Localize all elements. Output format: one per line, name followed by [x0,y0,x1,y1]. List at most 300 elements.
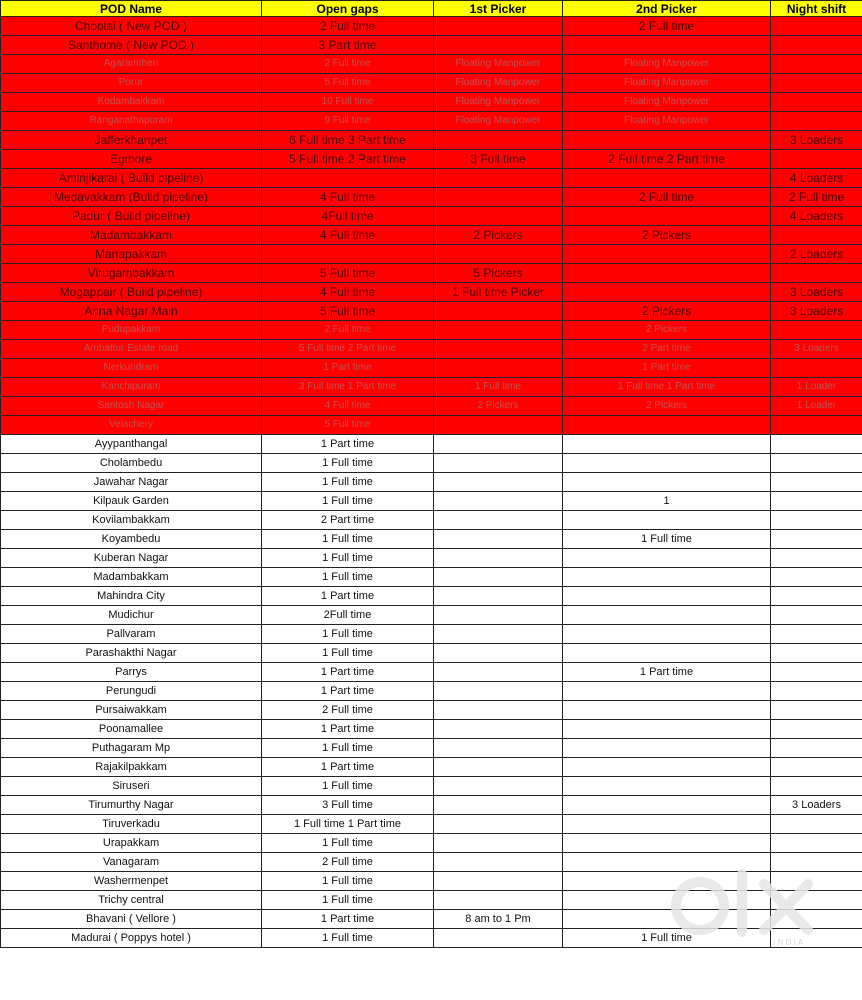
cell-second-picker [563,701,771,720]
cell-first-picker [434,359,563,378]
cell-open-gaps: 5 Full time [262,416,434,435]
cell-second-picker: Floating Manpower [563,55,771,74]
cell-first-picker [434,530,563,549]
cell-pod-name: Urapakkam [1,834,262,853]
cell-pod-name: Agaramthen [1,55,262,74]
cell-first-picker [434,644,563,663]
cell-pod-name: Ranganathapuram [1,112,262,131]
cell-first-picker [434,36,563,55]
cell-night-shift [771,264,862,283]
cell-pod-name: Padur ( Build pipeline) [1,207,262,226]
table-row [1,777,862,796]
cell-second-picker [563,416,771,435]
cell-second-picker: 1 Full time [563,929,771,948]
cell-night-shift [771,587,862,606]
cell-open-gaps: 2 Full time [262,17,434,36]
cell-pod-name: Madambakkam [1,568,262,587]
cell-open-gaps [262,169,434,188]
table-row [1,815,862,834]
cell-open-gaps: 1 Part time [262,663,434,682]
cell-open-gaps: 2 Full time [262,701,434,720]
cell-open-gaps: 9 Full time [262,112,434,131]
cell-night-shift [771,682,862,701]
cell-second-picker [563,796,771,815]
cell-open-gaps: 1 Full time [262,473,434,492]
cell-second-picker [563,283,771,302]
table-row [1,245,862,264]
cell-night-shift: 4 Loaders [771,207,862,226]
table-row [1,264,862,283]
cell-pod-name: Egmore [1,150,262,169]
cell-night-shift [771,872,862,891]
cell-open-gaps: 1 Part time [262,758,434,777]
cell-open-gaps: 2 Full time [262,321,434,340]
cell-open-gaps: 2 Full time [262,853,434,872]
header-row [1,1,862,17]
cell-pod-name: Vanagaram [1,853,262,872]
cell-open-gaps: 1 Part time [262,359,434,378]
cell-pod-name: Santosh Nagar [1,397,262,416]
cell-pod-name: Rajakilpakkam [1,758,262,777]
table-row [1,226,862,245]
cell-second-picker: Floating Manpower [563,112,771,131]
cell-pod-name: Manapakkam [1,245,262,264]
cell-night-shift [771,435,862,454]
cell-first-picker [434,454,563,473]
cell-first-picker [434,796,563,815]
table-row [1,435,862,454]
cell-night-shift: 3 Loaders [771,283,862,302]
table-row [1,340,862,359]
cell-first-picker [434,188,563,207]
table-row [1,36,862,55]
cell-second-picker [563,549,771,568]
cell-night-shift [771,93,862,112]
cell-pod-name: Pallvaram [1,625,262,644]
cell-first-picker [434,606,563,625]
table-row [1,701,862,720]
cell-night-shift: 1 Loader [771,378,862,397]
cell-open-gaps: 10 Full time [262,93,434,112]
cell-first-picker: 1 Full time [434,378,563,397]
cell-open-gaps: 1 Full time [262,834,434,853]
cell-pod-name: Bhavani ( Vellore ) [1,910,262,929]
cell-open-gaps: 1 Full time [262,454,434,473]
cell-first-picker [434,891,563,910]
cell-open-gaps: 6 Full time 3 Part time [262,131,434,150]
cell-night-shift [771,454,862,473]
cell-first-picker [434,853,563,872]
cell-pod-name: Puthagaram Mp [1,739,262,758]
cell-second-picker: 2 Pickers [563,397,771,416]
cell-second-picker: 1 Part time [563,359,771,378]
cell-open-gaps: 4 Full time [262,188,434,207]
cell-second-picker [563,815,771,834]
cell-second-picker: Floating Manpower [563,74,771,93]
table-row [1,321,862,340]
cell-open-gaps: 1 Full time [262,739,434,758]
cell-first-picker [434,207,563,226]
cell-pod-name: Koyambedu [1,530,262,549]
cell-second-picker [563,720,771,739]
cell-open-gaps: 1 Part time [262,910,434,929]
table-row [1,929,862,948]
cell-first-picker [434,815,563,834]
cell-first-picker: 2 Pickers [434,226,563,245]
cell-night-shift [771,112,862,131]
cell-second-picker [563,587,771,606]
cell-second-picker [563,169,771,188]
cell-night-shift: 3 Loaders [771,340,862,359]
cell-open-gaps: 1 Full time [262,777,434,796]
cell-pod-name: Mahindra City [1,587,262,606]
table-row [1,720,862,739]
cell-open-gaps: 1 Full time [262,929,434,948]
cell-pod-name: Anna Nagar Main [1,302,262,321]
cell-second-picker [563,872,771,891]
cell-night-shift [771,549,862,568]
cell-first-picker [434,131,563,150]
table-row [1,112,862,131]
cell-night-shift [771,891,862,910]
cell-pod-name: Pudupakkam [1,321,262,340]
table-row [1,283,862,302]
cell-pod-name: Tiruverkadu [1,815,262,834]
table-row [1,682,862,701]
cell-night-shift [771,777,862,796]
cell-night-shift [771,321,862,340]
table-row [1,359,862,378]
table-row [1,872,862,891]
cell-open-gaps: 1 Full time [262,492,434,511]
cell-night-shift [771,815,862,834]
cell-open-gaps: 1 Full time 1 Part time [262,815,434,834]
cell-first-picker [434,245,563,264]
cell-open-gaps: 1 Full time [262,568,434,587]
table-row [1,416,862,435]
cell-second-picker [563,435,771,454]
cell-night-shift [771,530,862,549]
cell-pod-name: Jawahar Nagar [1,473,262,492]
cell-open-gaps: 1 Full time [262,872,434,891]
cell-pod-name: Jafferkhanpet [1,131,262,150]
cell-second-picker [563,910,771,929]
cell-open-gaps: 5 Full time 2 Part time [262,150,434,169]
table-row [1,834,862,853]
cell-pod-name: Virugambakkam [1,264,262,283]
cell-first-picker: Floating Manpower [434,93,563,112]
cell-pod-name: Medavakkam (Build pipeline) [1,188,262,207]
cell-pod-name: Parashakthi Nagar [1,644,262,663]
cell-first-picker [434,663,563,682]
cell-open-gaps [262,245,434,264]
cell-pod-name: Siruseri [1,777,262,796]
cell-first-picker [434,568,563,587]
cell-night-shift [771,492,862,511]
cell-pod-name: Aminjikarai ( Build pipeline) [1,169,262,188]
cell-night-shift [771,359,862,378]
header-2nd-picker: 2nd Picker [563,1,771,17]
cell-pod-name: Madambakkam [1,226,262,245]
cell-second-picker: 2 Full time [563,188,771,207]
cell-first-picker [434,929,563,948]
cell-pod-name: Santhome ( New POD ) [1,36,262,55]
cell-pod-name: Porur [1,74,262,93]
cell-first-picker [434,720,563,739]
cell-second-picker [563,853,771,872]
cell-first-picker [434,302,563,321]
cell-open-gaps: 1 Full time [262,549,434,568]
cell-night-shift [771,150,862,169]
header-1st-picker: 1st Picker [434,1,563,17]
cell-pod-name: Velachery [1,416,262,435]
cell-night-shift [771,36,862,55]
cell-second-picker: Floating Manpower [563,93,771,112]
table-row [1,150,862,169]
cell-open-gaps: 5 Full time 2 Part time [262,340,434,359]
cell-second-picker [563,758,771,777]
cell-pod-name: Kuberan Nagar [1,549,262,568]
cell-pod-name: Perungudi [1,682,262,701]
cell-first-picker: Floating Manpower [434,74,563,93]
cell-pod-name: Madurai ( Poppys hotel ) [1,929,262,948]
table-row [1,758,862,777]
cell-second-picker: 1 [563,492,771,511]
cell-first-picker: 3 Full time [434,150,563,169]
cell-first-picker: 1 Full time Picker [434,283,563,302]
table-body [1,17,862,948]
cell-pod-name: Kilpauk Garden [1,492,262,511]
cell-first-picker [434,739,563,758]
cell-second-picker [563,568,771,587]
table-row [1,910,862,929]
cell-night-shift [771,739,862,758]
cell-second-picker [563,131,771,150]
cell-first-picker [434,587,563,606]
cell-first-picker [434,758,563,777]
table-row [1,796,862,815]
cell-night-shift [771,17,862,36]
cell-open-gaps: 5 Full time [262,264,434,283]
cell-night-shift [771,226,862,245]
cell-pod-name: Kovilambakkam [1,511,262,530]
table-row [1,93,862,112]
cell-night-shift [771,606,862,625]
cell-second-picker: 2 Full time 2 Part time [563,150,771,169]
cell-second-picker [563,739,771,758]
cell-pod-name: Parrys [1,663,262,682]
cell-second-picker: 2 Full time [563,17,771,36]
cell-night-shift [771,74,862,93]
cell-open-gaps: 3 Full time [262,796,434,815]
cell-second-picker [563,891,771,910]
table-row [1,606,862,625]
cell-pod-name: Tirumurthy Nagar [1,796,262,815]
cell-second-picker [563,264,771,283]
cell-second-picker [563,473,771,492]
cell-second-picker: 2 Pickers [563,302,771,321]
cell-pod-name: Kodambakkam [1,93,262,112]
table-row [1,378,862,397]
cell-pod-name: Choolai ( New POD ) [1,17,262,36]
cell-pod-name: Cholambedu [1,454,262,473]
table-row [1,549,862,568]
cell-open-gaps: 4Full time [262,207,434,226]
cell-open-gaps: 1 Full time [262,530,434,549]
cell-first-picker [434,834,563,853]
cell-open-gaps: 2 Full time [262,55,434,74]
table-row [1,207,862,226]
cell-first-picker [434,872,563,891]
table-row [1,473,862,492]
cell-open-gaps: 4 Full time [262,283,434,302]
cell-open-gaps: 1 Part time [262,682,434,701]
cell-open-gaps: 1 Part time [262,435,434,454]
cell-second-picker [563,454,771,473]
cell-first-picker [434,682,563,701]
cell-second-picker: 2 Pickers [563,226,771,245]
cell-second-picker: 1 Full time [563,530,771,549]
cell-night-shift [771,910,862,929]
cell-second-picker: 2 Part time [563,340,771,359]
cell-first-picker [434,435,563,454]
cell-open-gaps: 4 Full time [262,397,434,416]
header-night-shift: Night shift [771,1,862,17]
cell-second-picker [563,606,771,625]
table-row [1,891,862,910]
cell-open-gaps: 2 Part time [262,511,434,530]
table-row [1,492,862,511]
cell-second-picker [563,644,771,663]
cell-pod-name: Mogappair ( Build pipeline) [1,283,262,302]
cell-first-picker [434,549,563,568]
table-row [1,17,862,36]
cell-night-shift: 3 Loaders [771,796,862,815]
cell-night-shift [771,416,862,435]
cell-open-gaps: 3 Full time 1 Part time [262,378,434,397]
cell-second-picker [563,682,771,701]
table-row [1,853,862,872]
cell-pod-name: Ambattur Estate road [1,340,262,359]
cell-second-picker: 2 Pickers [563,321,771,340]
cell-second-picker [563,207,771,226]
cell-night-shift [771,758,862,777]
table-row [1,131,862,150]
cell-pod-name: Ayypanthangal [1,435,262,454]
cell-night-shift: 3 Loaders [771,131,862,150]
table-row [1,644,862,663]
cell-second-picker: 1 Part time [563,663,771,682]
cell-pod-name: Nerkundram [1,359,262,378]
cell-second-picker: 1 Full time 1 Part time [563,378,771,397]
cell-first-picker [434,416,563,435]
cell-night-shift [771,644,862,663]
cell-open-gaps: 1 Full time [262,625,434,644]
cell-night-shift [771,834,862,853]
cell-first-picker: Floating Manpower [434,112,563,131]
cell-first-picker [434,492,563,511]
table-row [1,454,862,473]
cell-open-gaps: 5 Full time [262,302,434,321]
header-pod-name: POD Name [1,1,262,17]
table-row [1,188,862,207]
cell-open-gaps: 4 Full time [262,226,434,245]
cell-night-shift: 2 Full time [771,188,862,207]
cell-first-picker [434,473,563,492]
cell-night-shift [771,568,862,587]
cell-first-picker [434,17,563,36]
table-row [1,530,862,549]
cell-night-shift [771,853,862,872]
cell-open-gaps: 1 Part time [262,720,434,739]
table-row [1,625,862,644]
cell-open-gaps: 1 Full time [262,891,434,910]
cell-night-shift: 2 Loaders [771,245,862,264]
cell-first-picker [434,777,563,796]
cell-pod-name: Pursaiwakkam [1,701,262,720]
cell-second-picker [563,511,771,530]
table-row [1,587,862,606]
cell-first-picker: 5 Pickers [434,264,563,283]
table-row [1,739,862,758]
cell-pod-name: Trichy central [1,891,262,910]
cell-first-picker [434,321,563,340]
cell-night-shift [771,720,862,739]
header-open-gaps: Open gaps [262,1,434,17]
table-row [1,302,862,321]
watermark-sub-text: INDIA [773,938,806,947]
cell-second-picker [563,625,771,644]
table-row [1,169,862,188]
cell-open-gaps: 3 Part time [262,36,434,55]
cell-pod-name: Mudichur [1,606,262,625]
cell-pod-name: Washermenpet [1,872,262,891]
cell-first-picker: Floating Manpower [434,55,563,74]
cell-night-shift: 4 Loaders [771,169,862,188]
cell-open-gaps: 2Full time [262,606,434,625]
cell-first-picker [434,511,563,530]
cell-night-shift [771,55,862,74]
cell-pod-name: Kanchipuram [1,378,262,397]
table-row [1,568,862,587]
cell-night-shift [771,663,862,682]
cell-pod-name: Poonamallee [1,720,262,739]
table-row [1,511,862,530]
cell-second-picker [563,245,771,264]
cell-first-picker: 2 Pickers [434,397,563,416]
cell-first-picker [434,340,563,359]
cell-first-picker [434,625,563,644]
cell-open-gaps: 1 Full time [262,644,434,663]
table-row [1,74,862,93]
cell-second-picker [563,777,771,796]
cell-first-picker [434,701,563,720]
cell-open-gaps: 5 Full time [262,74,434,93]
cell-second-picker [563,834,771,853]
cell-second-picker [563,36,771,55]
table-row [1,55,862,74]
cell-first-picker: 8 am to 1 Pm [434,910,563,929]
table-row [1,663,862,682]
cell-night-shift [771,473,862,492]
cell-first-picker [434,169,563,188]
cell-night-shift [771,625,862,644]
table-row [1,397,862,416]
cell-night-shift: 1 Loader [771,397,862,416]
cell-open-gaps: 1 Part time [262,587,434,606]
cell-night-shift [771,701,862,720]
cell-night-shift: 3 Loaders [771,302,862,321]
